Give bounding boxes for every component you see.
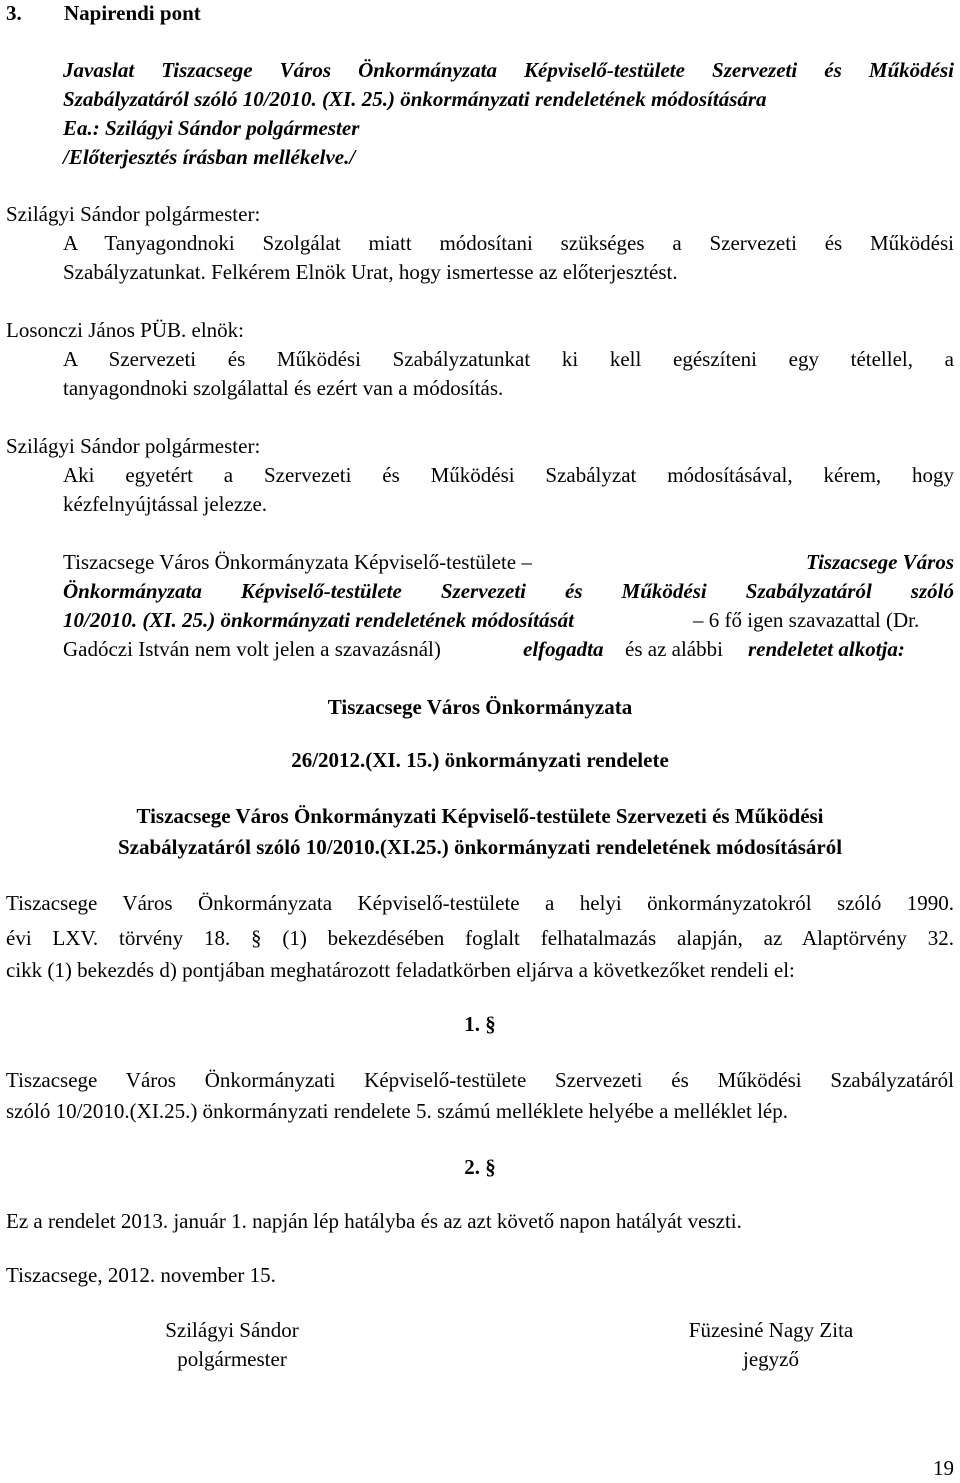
decision-line-3b: – 6 fő igen szavazattal (Dr. (693, 608, 920, 632)
decree-issuer: Tiszacsege Város Önkormányzata (327, 695, 633, 719)
section-2-heading: 2. § (464, 1155, 496, 1179)
section-1-line-2: szóló 10/2010.(XI.25.) önkormányzati rendelete 5. számú melléklete helyébe a melléklet lép. (6, 1099, 788, 1123)
signature-right-title: jegyző (743, 1347, 799, 1371)
speech-3-line-2: kézfelnyújtással jelezze. (63, 492, 268, 516)
decree-number: 26/2012.(XI. 15.) önkormányzati rendelete (291, 748, 669, 772)
decision-line-2: Önkormányzata Képviselő-testülete Szervezeti és Működési Szabályzatáról szóló (63, 579, 954, 603)
speech-1-line-2: Szabályzatunkat. Felkérem Elnök Urat, hogy ismertesse az előterjesztést. (63, 260, 678, 284)
speech-2-line-2: tanyagondnoki szolgálattal és ezért van a módosítás. (63, 376, 504, 400)
agenda-line-1: Javaslat Tiszacsege Város Önkormányzata Képviselő-testülete Szervezeti és Működési (63, 58, 954, 82)
preamble-line-1: Tiszacsege Város Önkormányzata Képviselő-testülete a helyi önkormányzatokról szóló 1990. (6, 891, 954, 915)
agenda-line-2: Szabályzatáról szóló 10/2010. (XI. 25.) önkormányzati rendeletének módosítására (63, 87, 767, 111)
decree-title-line-2: Szabályzatáról szóló 10/2010.(XI.25.) önkormányzati rendeletének módosításáról (117, 835, 843, 859)
decree-title-line-1: Tiszacsege Város Önkormányzati Képviselő-testülete Szervezeti és Működési (136, 804, 824, 828)
speech-2-line-1: A Szervezeti és Működési Szabályzatunkat ki kell egészíteni egy tétellel, a (63, 347, 954, 371)
place-date: Tiszacsege, 2012. november 15. (6, 1263, 276, 1287)
speaker-3: Szilágyi Sándor polgármester: (6, 434, 261, 458)
preamble-line-3: cikk (1) bekezdés d) pontjában meghatározott feladatkörben eljárva a következőket rendeli el: (6, 958, 795, 982)
speech-3-line-1: Aki egyetért a Szervezeti és Működési Szabályzat módosításával, kérem, hogy (63, 463, 954, 487)
preamble-line-2: évi LXV. törvény 18. § (1) bekezdésében foglalt felhatalmazás alapján, az Alaptörvény 32. (6, 926, 954, 950)
decision-line-1b: Tiszacsege Város (806, 550, 954, 574)
speaker-2: Losonczi János PÜB. elnök: (6, 318, 244, 342)
decision-line-3a: 10/2010. (XI. 25.) önkormányzati rendeletének módosítását (63, 608, 575, 632)
section-1-line-1: Tiszacsege Város Önkormányzati Képviselő-testülete Szervezeti és Működési Szabályzatáról (6, 1068, 954, 1092)
page-number: 19 (933, 1456, 954, 1480)
signature-left-title: polgármester (177, 1347, 287, 1371)
speaker-1: Szilágyi Sándor polgármester: (6, 202, 261, 226)
decision-line-4b: elfogadta (523, 637, 604, 661)
signature-left-name: Szilágyi Sándor (165, 1318, 299, 1342)
signature-right-name: Füzesiné Nagy Zita (688, 1318, 854, 1342)
decision-line-4d: rendeletet alkotja: (748, 637, 905, 661)
agenda-note: /Előterjesztés írásban mellékelve./ (63, 145, 356, 169)
section-2-line-1: Ez a rendelet 2013. január 1. napján lép hatályba és az azt követő napon hatályát veszti. (6, 1209, 742, 1233)
decision-line-4c: és az alábbi (625, 637, 723, 661)
section-1-heading: 1. § (464, 1012, 496, 1036)
section-number: 3. (6, 1, 22, 25)
speech-1-line-1: A Tanyagondnoki Szolgálat miatt módosítani szükséges a Szervezeti és Működési (63, 231, 954, 255)
decision-line-4a: Gadóczi István nem volt jelen a szavazásnál) (63, 637, 441, 661)
agenda-presenter: Ea.: Szilágyi Sándor polgármester (63, 116, 360, 140)
decision-line-1a: Tiszacsege Város Önkormányzata Képviselő-testülete – (63, 550, 532, 574)
section-title: Napirendi pont (64, 1, 201, 25)
